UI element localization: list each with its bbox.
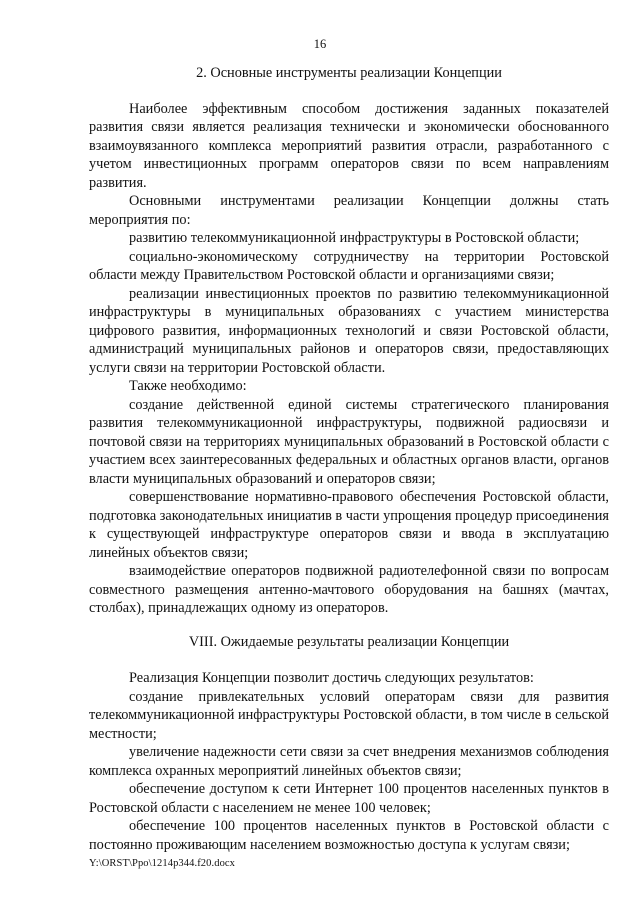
list-item: совершенствование нормативно-правового обеспечения Ростовской области, подготовка законодательных инициатив в части упрощения процедур присоединения к существующей инфраструктуре операторов связи и ввода в эксплуатацию линейных объектов связи;: [89, 489, 609, 561]
list-item: создание действенной единой системы стратегического планирования развития телекоммуникационной инфраструктуры, подвижной радиосвязи и почтовой связи на территориях муниципальных образований в Ростовской области с участием всех заинтересованных федеральных и областных органов власти, органов власти муниципальных образований и операторов связи;: [89, 396, 609, 487]
section-heading-results: VIII. Ожидаемые результаты реализации Концепции: [188, 633, 510, 650]
list-item: социально-экономическому сотрудничеству на территории Ростовской области между Правительством Ростовской области и организациями связи;: [89, 248, 609, 283]
list-item: обеспечение доступом к сети Интернет 100 процентов населенных пунктов в Ростовской области с населением не менее 100 человек;: [89, 781, 609, 816]
page-number: 16: [313, 37, 327, 51]
footer-file-path: Y:\ORST\Ppo\1214p344.f20.docx: [89, 858, 236, 869]
list-item: создание привлекательных условий операторам связи для развития телекоммуникационной инфраструктуры Ростовской области, в том числе в сельской местности;: [89, 688, 609, 742]
paragraph: Также необходимо:: [129, 378, 247, 394]
section-heading-instruments: 2. Основные инструменты реализации Концепции: [196, 65, 502, 81]
paragraph: Основными инструментами реализации Концепции должны стать мероприятия по:: [89, 193, 609, 228]
list-item: реализации инвестиционных проектов по развитию телекоммуникационной инфраструктуры в муниципальных образованиях с участием министерства цифрового развития, информационных технологий и связи Ростовской области, администраций муниципальных районов и операторов связи, предоставляющих услуги связи на территории Ростовской области.: [89, 285, 609, 376]
list-item: увеличение надежности сети связи за счет внедрения механизмов соблюдения комплекса охранных мероприятий линейных объектов связи;: [89, 744, 609, 779]
list-item: взаимодействие операторов подвижной радиотелефонной связи по вопросам совместного размещения антенно-мачтового оборудования на башнях (мачтах, столбах), принадлежащих одному из операторов.: [89, 563, 609, 616]
paragraph: Реализация Концепции позволит достичь следующих результатов:: [129, 670, 534, 686]
list-item: развитию телекоммуникационной инфраструктуры в Ростовской области;: [129, 230, 580, 246]
list-item: обеспечение 100 процентов населенных пунктов в Ростовской области с постоянно проживающим населением возможностью доступа к услугам связи;: [89, 818, 609, 853]
document-body: [89, 64, 609, 854]
paragraph: Наиболее эффективным способом достижения заданных показателей развития связи является реализация технически и экономически обоснованного взаимоувязанного комплекса мероприятий развития отрасли, разработанного с учетом инвестиционных программ операторов связи по всем направлениям развития.: [89, 100, 609, 191]
